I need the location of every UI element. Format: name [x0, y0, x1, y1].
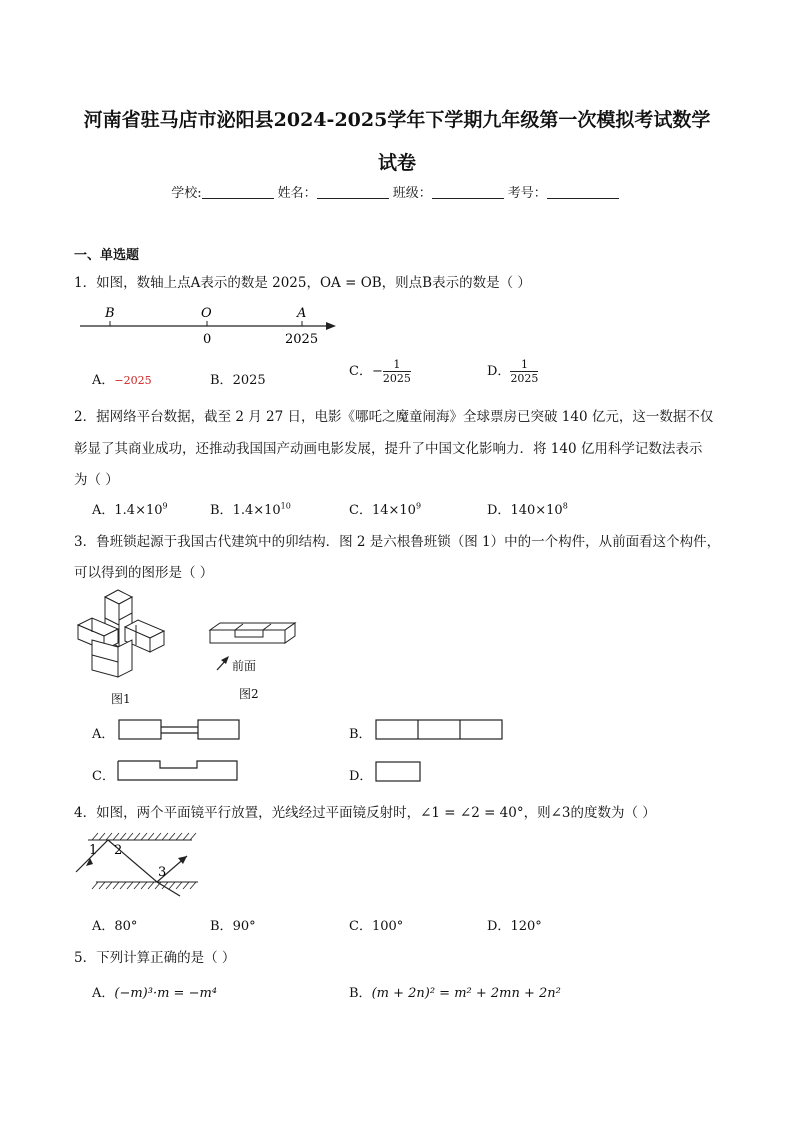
q1-option-b: B．2025	[210, 373, 266, 388]
q3-option-c-label: C．	[92, 769, 115, 784]
question-2-line2: 彰显了其商业成功，还推动我国国产动画电影发展，提升了中国文化影响力．将 140 亿用科学记数法表示	[74, 441, 703, 457]
mirror-hatch	[183, 882, 189, 889]
q3-option-d-shape	[375, 761, 423, 783]
mirror-hatch	[120, 882, 126, 889]
mirror-hatch	[176, 833, 182, 840]
mirror-hatch	[134, 833, 140, 840]
zero-label: 0	[203, 332, 212, 347]
mirror-hatch	[106, 882, 112, 889]
mirror-hatch	[148, 833, 154, 840]
question-2-line3: 为（ ）	[74, 472, 119, 488]
q3-option-c-shape	[117, 760, 241, 782]
luban-lock-figure-1	[70, 585, 180, 685]
page-title-line2: 试卷	[377, 152, 416, 174]
q5-option-b: B．(m + 2n)² = m² + 2mn + 2n²	[349, 986, 561, 1001]
mirror-hatch	[141, 833, 147, 840]
angle-3-label: 3	[158, 865, 167, 880]
number-line-figure	[74, 300, 344, 350]
mirror-hatch	[141, 882, 147, 889]
question-3-line2: 可以得到的图形是（ ）	[74, 565, 214, 581]
student-info	[0, 182, 794, 201]
mirror-hatch	[113, 833, 119, 840]
mirror-hatch	[127, 833, 133, 840]
school-label: 学校:	[171, 186, 202, 201]
q3-option-b-shape	[375, 719, 505, 741]
point-b-label: B	[105, 306, 115, 321]
point-o-label: O	[201, 306, 212, 321]
q4-option-b: B．90°	[210, 919, 256, 934]
question-3-line1: 3．鲁班锁起源于我国古代建筑中的卯结构．图 2 是六根鲁班锁（图 1）中的一个构件，从前面看这个构件，	[74, 534, 721, 550]
point-a-label: A	[297, 306, 307, 321]
mirror-hatch	[169, 882, 175, 889]
question-5-stem: 5．下列计算正确的是（ ）	[74, 950, 236, 966]
name-label: 姓名：	[277, 186, 317, 201]
q3-option-a-shape	[118, 719, 242, 741]
fig1-label: 图1	[111, 692, 131, 706]
q4-option-d: D．120°	[487, 919, 542, 934]
q3-option-d-label: D．	[349, 769, 373, 784]
section-heading: 一、单选题	[74, 248, 140, 263]
question-4-stem: 4．如图，两个平面镜平行放置，光线经过平面镜反射时，∠1 = ∠2 = 40°，则∠3的度数为（ ）	[74, 805, 656, 821]
school-blank	[202, 185, 274, 199]
number-blank	[547, 185, 619, 199]
q4-option-a: A．80°	[92, 919, 138, 934]
mirror-hatch	[92, 833, 98, 840]
question-1-stem: 1．如图，数轴上点A表示的数是 2025，OA = OB，则点B表示的数是（ ）	[74, 275, 531, 291]
mirror-hatch	[99, 882, 105, 889]
q3-option-b-label: B．	[349, 727, 372, 742]
mirror-hatch	[113, 882, 119, 889]
mirror-hatch	[176, 882, 182, 889]
number-label: 考号：	[507, 186, 547, 201]
q1-option-a: A．−2025	[92, 373, 152, 388]
front-label: 前面	[232, 659, 257, 673]
name-blank	[317, 185, 389, 199]
mirror-hatch	[190, 882, 196, 889]
mirror-hatch	[127, 882, 133, 889]
mirror-hatch	[148, 882, 154, 889]
q1-option-d: D． $\frac{1}{2025}$	[487, 358, 539, 385]
class-blank	[432, 185, 504, 199]
mirror-hatch	[106, 833, 112, 840]
mirror-hatch	[183, 833, 189, 840]
class-label: 班级：	[392, 186, 432, 201]
mirror-hatch	[99, 833, 105, 840]
q2-option-b: B．$1.4\times 10^{10}$	[210, 501, 291, 518]
q2-option-a: A．$1.4\times 10^9$	[92, 501, 168, 518]
q3-option-a-label: A．	[92, 727, 115, 742]
value-label: 2025	[285, 332, 319, 347]
q2-option-c: C．$14\times 10^9$	[349, 501, 422, 518]
mirror-hatch	[134, 882, 140, 889]
question-2-line1: 2．据网络平台数据，截至 2 月 27 日，电影《哪吒之魔童闹海》全球票房已突破 140 亿元，这一数据不仅	[74, 409, 714, 425]
q5-option-a: A．(−m)³·m = −m⁴	[92, 986, 218, 1001]
mirror-hatch	[169, 833, 175, 840]
q4-option-c: C．100°	[349, 919, 404, 934]
mirror-hatch	[190, 833, 196, 840]
mirror-hatch	[155, 833, 161, 840]
parallel-mirrors-figure	[70, 828, 200, 898]
fig2-label: 图2	[239, 687, 259, 701]
mirror-hatch	[92, 882, 98, 889]
angle-1-label: 1	[89, 843, 98, 858]
q1-option-c: C．− $\frac{1}{2025}$	[349, 358, 411, 385]
mirror-hatch	[120, 833, 126, 840]
angle-2-label: 2	[114, 843, 123, 858]
mirror-hatch	[162, 833, 168, 840]
q2-option-d: D．$140\times 10^8$	[487, 501, 568, 518]
page-title: 河南省驻马店市泌阳县2024-2025学年下学期九年级第一次模拟考试数学	[83, 109, 711, 131]
